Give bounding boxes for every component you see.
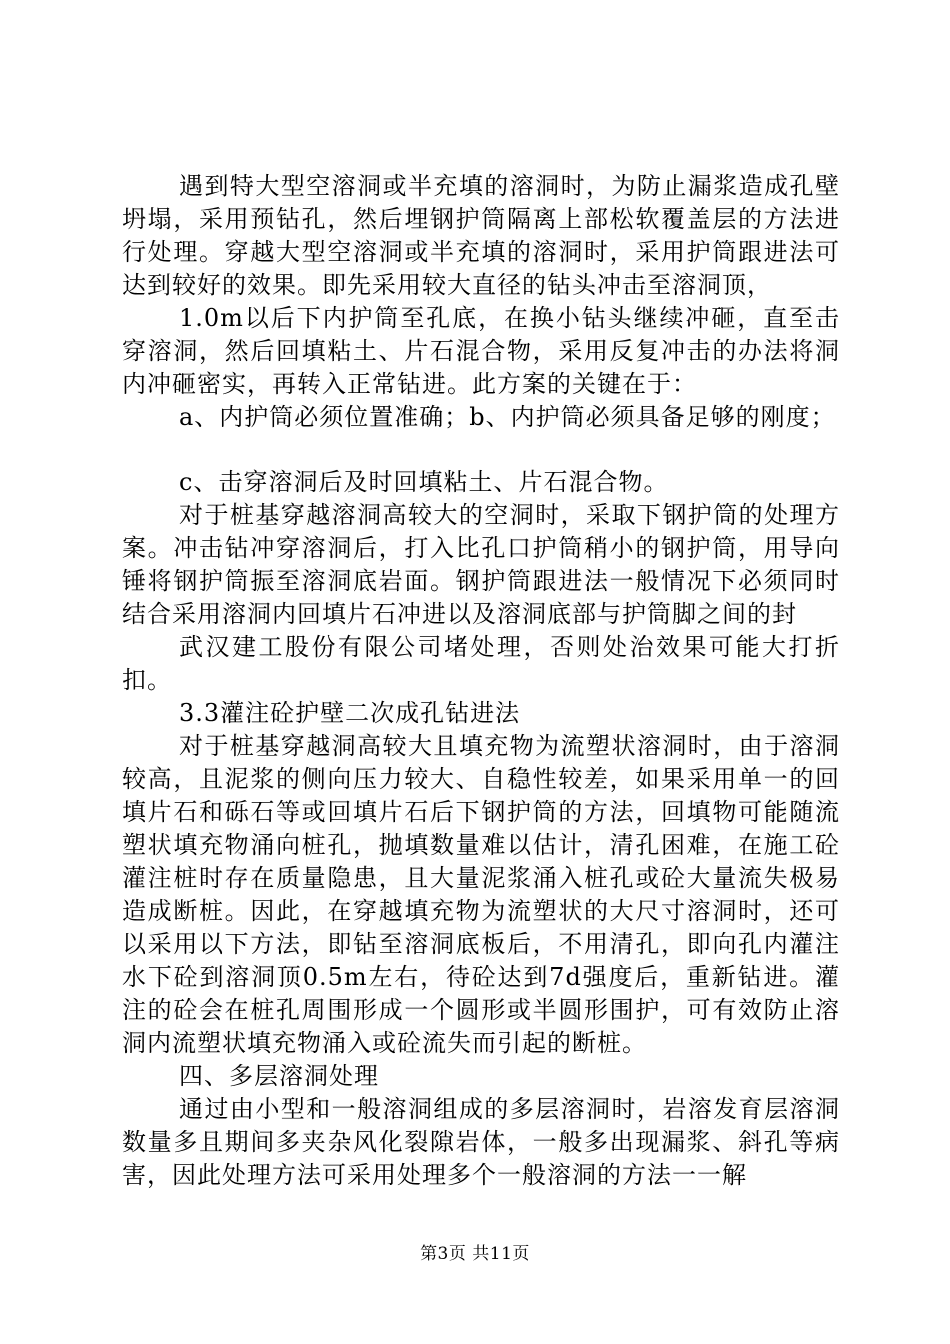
paragraph-sealing-treatment: 武汉建工股份有限公司堵处理，否则处治效果可能大打折扣。	[122, 633, 840, 694]
paragraph-key-point-c: c、击穿溶洞后及时回填粘土、片石混合物。	[179, 468, 669, 496]
page-number-footer: 第3页 共11页	[420, 1244, 530, 1264]
paragraph-steel-casing-scheme: 对于桩基穿越溶洞高较大的空洞时，采取下钢护筒的处理方案。冲击钻冲穿溶洞后，打入比孔口护筒稍小的钢护筒，用导向锤将钢护筒振至溶洞底岩面。钢护筒跟进法一般情况下必须同时结合采用溶洞内回填片石冲进以及溶洞底部与护筒脚之间的封	[122, 501, 840, 628]
paragraph-key-points-a-b: a、内护筒必须位置准确；b、内护筒必须具备足够的刚度；	[179, 403, 836, 431]
paragraph-inner-casing-method: 1.0m以后下内护筒至孔底，在换小钻头继续冲砸，直至击穿溶洞，然后回填粘土、片石混合物，采用反复冲击的办法将洞内冲砸密实，再转入正常钻进。此方案的关键在于：	[122, 304, 840, 398]
paragraph-concrete-wall-method: 对于桩基穿越洞高较大且填充物为流塑状溶洞时，由于溶洞较高，且泥浆的侧向压力较大、自稳性较差，如果采用单一的回填片石和砾石等或回填片石后下钢护筒的方法，回填物可能随流塑状填充物涌向桩孔，抛填数量难以估计，清孔困难，在施工砼灌注桩时存在质量隐患，且大量泥浆涌入桩孔或砼大量流失极易造成断桩。因此，在穿越填充物为流塑状的大尺寸溶洞时，还可以采用以下方法，即钻至溶洞底板后，不用清孔，即向孔内灌注水下砼到溶洞顶0.5m左右，待砼达到7d强度后，重新钻进。灌注的砼会在桩孔周围形成一个圆形或半圆形围护，可有效防止溶洞内流塑状填充物涌入或砼流失而引起的断桩。	[122, 732, 840, 1057]
section-heading-3-3: 3.3灌注砼护壁二次成孔钻进法	[179, 699, 521, 727]
paragraph-multilayer-treatment: 通过由小型和一般溶洞组成的多层溶洞时，岩溶发育层溶洞数量多且期间多夹杂风化裂隙岩体，一般多出现漏浆、斜孔等病害，因此处理方法可采用处理多个一般溶洞的方法一一解	[122, 1095, 840, 1189]
document-body	[122, 170, 840, 1192]
section-heading-multilayer-caves: 四、多层溶洞处理	[179, 1062, 379, 1090]
paragraph-large-cave-intro: 遇到特大型空溶洞或半充填的溶洞时，为防止漏浆造成孔壁坍塌，采用预钻孔，然后埋钢护筒隔离上部松软覆盖层的方法进行处理。穿越大型空溶洞或半充填的溶洞时，采用护筒跟进法可达到较好的效果。即先采用较大直径的钻头冲击至溶洞顶，	[122, 172, 840, 299]
